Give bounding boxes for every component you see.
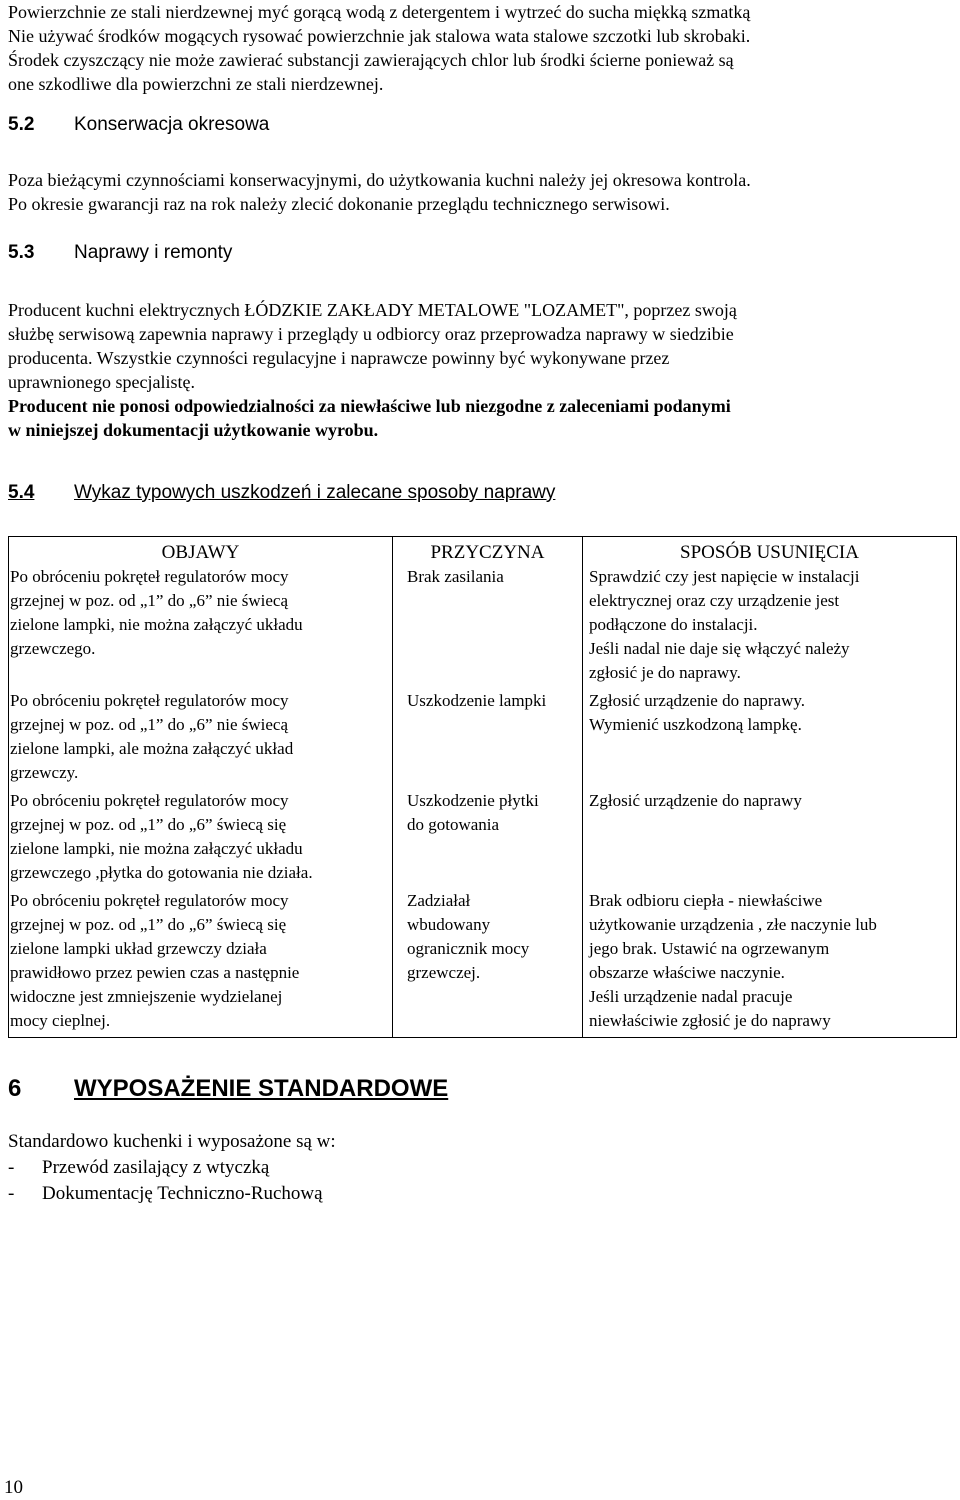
table-row <box>9 565 957 689</box>
intro-paragraph <box>8 0 956 96</box>
remedy-cell <box>583 889 957 1038</box>
section-number: 5.3 <box>8 242 35 263</box>
cell-line: zielone lampki, nie można załączyć układu <box>10 615 303 634</box>
cell-line: niewłaściwie zgłosić je do naprawy <box>589 1011 831 1030</box>
cell-line: Jeśli urządzenie nadal pracuje <box>589 987 793 1006</box>
cell-line: obszarze właściwe naczynie. <box>589 963 785 982</box>
text-line: Producent kuchni elektrycznych ŁÓDZKIE ZAKŁADY METALOWE "LOZAMET", poprzez swoją <box>8 300 737 320</box>
cell-line: grzejnej w poz. od „1” do „6” nie świecą <box>10 591 289 610</box>
remedy-cell <box>583 689 957 789</box>
symptom-cell <box>9 789 393 889</box>
table-row <box>9 789 957 889</box>
text-line: Nie używać środków mogących rysować powierzchnie jak stalowa wata stalowe szczotki lub skrobaki. <box>8 26 751 46</box>
cell-line: grzejnej w poz. od „1” do „6” świecą się <box>10 815 287 834</box>
table-header-row <box>9 537 957 566</box>
cell-line: widoczne jest zmniejszenie wydzielanej <box>10 987 283 1006</box>
section-6-heading <box>8 1074 448 1104</box>
list-intro: Standardowo kuchenki i wyposażone są w: <box>8 1131 336 1152</box>
cell-line: Po obróceniu pokręteł regulatorów mocy <box>10 791 289 810</box>
text-line: Środek czyszczący nie może zawierać substancji zawierających chlor lub środki ścierne ponieważ są <box>8 50 734 70</box>
cell-line: zielone lampki, nie można załączyć układu <box>10 839 303 858</box>
symptom-cell <box>9 689 393 789</box>
table-row <box>9 889 957 1038</box>
cell-line: grzewczego. <box>10 639 96 658</box>
bold-text-line: w niniejszej dokumentacji użytkowanie wyrobu. <box>8 420 379 440</box>
text-line: uprawnionego specjalistę. <box>8 372 195 392</box>
column-header-cause: PRZYCZYNA <box>393 537 583 566</box>
cell-line: do gotowania <box>407 815 500 834</box>
section-5-2-paragraph <box>8 168 956 216</box>
table-row <box>9 689 957 789</box>
column-header-symptoms: OBJAWY <box>9 537 393 566</box>
text-line: Poza bieżącymi czynnościami konserwacyjnymi, do użytkowania kuchni należy jej okresowa kontrola. <box>8 170 751 190</box>
cell-line: Po obróceniu pokręteł regulatorów mocy <box>10 567 289 586</box>
section-number: 6 <box>8 1075 22 1102</box>
list-dash: - <box>8 1157 15 1178</box>
text-line: Po okresie gwarancji raz na rok należy zlecić dokonanie przeglądu technicznego serwisowi. <box>8 194 670 214</box>
section-5-2-heading <box>8 113 269 137</box>
cell-line: Uszkodzenie płytki <box>407 791 539 810</box>
section-title: WYPOSAŻENIE STANDARDOWE <box>74 1075 449 1102</box>
cause-cell <box>393 565 583 689</box>
column-header-remedy: SPOSÓB USUNIĘCIA <box>583 537 957 566</box>
list-item-text: Dokumentację Techniczno-Ruchową <box>42 1183 323 1204</box>
section-title: Naprawy i remonty <box>74 242 233 263</box>
cell-line: wbudowany <box>407 915 491 934</box>
cell-line: Jeśli nadal nie daje się włączyć należy <box>589 639 850 658</box>
cell-line: mocy cieplnej. <box>10 1011 111 1030</box>
cell-line: użytkowanie urządzenia , złe naczynie lub <box>589 915 877 934</box>
symptom-cell <box>9 889 393 1038</box>
cell-line: Zgłosić urządzenie do naprawy. <box>589 691 806 710</box>
cell-line: Uszkodzenie lampki <box>407 691 547 710</box>
cell-line: Po obróceniu pokręteł regulatorów mocy <box>10 891 289 910</box>
cell-line: Brak zasilania <box>407 567 504 586</box>
text-line: Powierzchnie ze stali nierdzewnej myć gorącą wodą z detergentem i wytrzeć do sucha miękką szmatką <box>8 2 751 22</box>
bold-text-line: Producent nie ponosi odpowiedzialności za niewłaściwe lub niezgodne z zaleceniami podanymi <box>8 396 731 416</box>
section-title: Wykaz typowych uszkodzeń i zalecane sposoby naprawy <box>74 482 556 503</box>
cell-line: grzewczy. <box>10 763 79 782</box>
cell-line: grzejnej w poz. od „1” do „6” świecą się <box>10 915 287 934</box>
cell-line: Zadziałał <box>407 891 471 910</box>
list-dash: - <box>8 1183 15 1204</box>
section-5-4-heading <box>8 481 555 505</box>
remedy-cell <box>583 789 957 889</box>
cause-cell <box>393 689 583 789</box>
cell-line: grzewczego ,płytka do gotowania nie działa. <box>10 863 313 882</box>
cell-line: grzejnej w poz. od „1” do „6” nie świecą <box>10 715 289 734</box>
cell-line: podłączone do instalacji. <box>589 615 758 634</box>
cause-cell <box>393 889 583 1038</box>
symptom-cell <box>9 565 393 689</box>
text-line: producenta. Wszystkie czynności regulacyjne i naprawcze powinny być wykonywane przez <box>8 348 670 368</box>
cell-line: zgłosić je do naprawy. <box>589 663 741 682</box>
cell-line: Wymienić uszkodzoną lampkę. <box>589 715 802 734</box>
cell-line: Brak odbioru ciepła - niewłaściwe <box>589 891 823 910</box>
cause-cell <box>393 789 583 889</box>
cell-line: jego brak. Ustawić na ogrzewanym <box>589 939 830 958</box>
list-item <box>8 1181 956 1207</box>
cell-line: Sprawdzić czy jest napięcie w instalacji <box>589 567 860 586</box>
cell-line: zielone lampki układ grzewczy działa <box>10 939 267 958</box>
cell-line: zielone lampki, ale można załączyć układ <box>10 739 294 758</box>
section-number: 5.4 <box>8 482 35 503</box>
standard-equipment-list <box>8 1129 956 1207</box>
cell-line: ogranicznik mocy <box>407 939 530 958</box>
cell-line: Zgłosić urządzenie do naprawy <box>589 791 802 810</box>
section-number: 5.2 <box>8 114 35 135</box>
page-number: 10 <box>4 1477 23 1498</box>
fault-table <box>8 536 957 1038</box>
text-line: one szkodliwe dla powierzchni ze stali nierdzewnej. <box>8 74 384 94</box>
cell-line: grzewczej. <box>407 963 481 982</box>
text-line: służbę serwisową zapewnia naprawy i przeglądy u odbiorcy oraz przeprowadza naprawy w siedzibie <box>8 324 734 344</box>
cell-line: elektrycznej oraz czy urządzenie jest <box>589 591 840 610</box>
list-item <box>8 1155 956 1181</box>
section-5-3-paragraph <box>8 298 956 442</box>
list-item-text: Przewód zasilający z wtyczką <box>42 1157 270 1178</box>
remedy-cell <box>583 565 957 689</box>
cell-line: Po obróceniu pokręteł regulatorów mocy <box>10 691 289 710</box>
cell-line: prawidłowo przez pewien czas a następnie <box>10 963 300 982</box>
section-5-3-heading <box>8 241 232 265</box>
section-title: Konserwacja okresowa <box>74 114 270 135</box>
